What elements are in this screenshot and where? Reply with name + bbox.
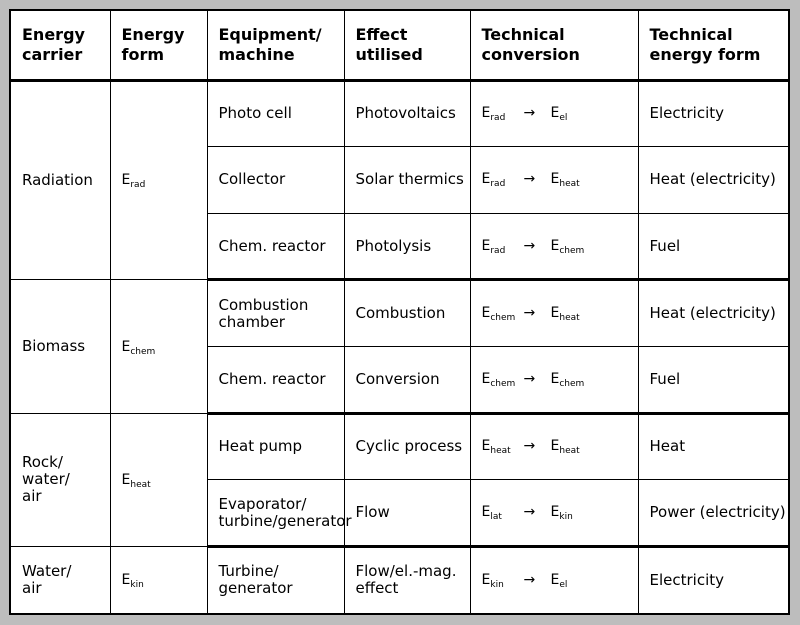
energy-carrier-cell: Rock/ water/ air [11,413,110,546]
conversion-cell: $E_{heat}$ → $E_{heat}$ [470,413,638,480]
table-row [11,80,788,147]
equipment-cell: Turbine/ generator [207,546,344,613]
equipment-cell: Chem. reactor [207,347,344,414]
technical-energy-form-cell: Heat (electricity) [638,280,788,347]
header-technical-energy-form: Technical energy form [638,11,788,80]
table-row [11,546,788,613]
effect-cell: Cyclic process [344,413,470,480]
energy-carrier-cell: Water/ air [11,546,110,613]
equipment-cell: Chem. reactor [207,213,344,280]
header-equipment-machine: Equipment/ machine [207,11,344,80]
header-row [11,11,788,80]
effect-cell: Photolysis [344,213,470,280]
technical-energy-form-cell: Heat [638,413,788,480]
technical-energy-form-cell: Power (electricity) [638,480,788,547]
conversion-cell: $E_{chem}$ → $E_{heat}$ [470,280,638,347]
arrow-icon: → [523,105,536,122]
energy-form-cell: $E_{rad}$ [110,80,207,280]
effect-cell: Photovoltaics [344,80,470,147]
arrow-icon: → [523,504,536,521]
arrow-icon: → [523,305,536,322]
technical-energy-form-cell: Electricity [638,80,788,147]
header-energy-form: Energy form [110,11,207,80]
arrow-icon: → [523,438,536,455]
arrow-icon: → [523,571,536,588]
conversion-cell: $E_{rad}$ → $E_{el}$ [470,80,638,147]
arrow-icon: → [523,171,536,188]
conversion-cell: $E_{rad}$ → $E_{chem}$ [470,213,638,280]
conversion-cell: $E_{kin}$ → $E_{el}$ [470,546,638,613]
header-effect-utilised: Effect utilised [344,11,470,80]
energy-carrier-cell: Biomass [11,280,110,413]
energy-form-cell: $E_{heat}$ [110,413,207,546]
header-energy-carrier: Energy carrier [11,11,110,80]
table-row [11,280,788,347]
technical-energy-form-cell: Heat (electricity) [638,147,788,214]
equipment-cell: Evaporator/ turbine/generator [207,480,344,547]
energy-form-cell: $E_{chem}$ [110,280,207,413]
effect-cell: Combustion [344,280,470,347]
equipment-cell: Heat pump [207,413,344,480]
table-row [11,413,788,480]
conversion-cell: $E_{lat}$ → $E_{kin}$ [470,480,638,547]
energy-carrier-cell: Radiation [11,80,110,280]
equipment-cell: Combustion chamber [207,280,344,347]
equipment-cell: Collector [207,147,344,214]
effect-cell: Solar thermics [344,147,470,214]
conversion-cell: $E_{rad}$ → $E_{heat}$ [470,147,638,214]
arrow-icon: → [523,370,536,387]
arrow-icon: → [523,237,536,254]
effect-cell: Conversion [344,347,470,414]
header-technical-conversion: Technical conversion [470,11,638,80]
conversion-cell: $E_{chem}$ → $E_{chem}$ [470,347,638,414]
effect-cell: Flow/el.-mag. effect [344,546,470,613]
technical-energy-form-cell: Fuel [638,213,788,280]
equipment-cell: Photo cell [207,80,344,147]
energy-conversion-table-frame [9,9,790,615]
energy-conversion-table [11,11,788,613]
effect-cell: Flow [344,480,470,547]
technical-energy-form-cell: Electricity [638,546,788,613]
energy-form-cell: $E_{kin}$ [110,546,207,613]
technical-energy-form-cell: Fuel [638,347,788,414]
